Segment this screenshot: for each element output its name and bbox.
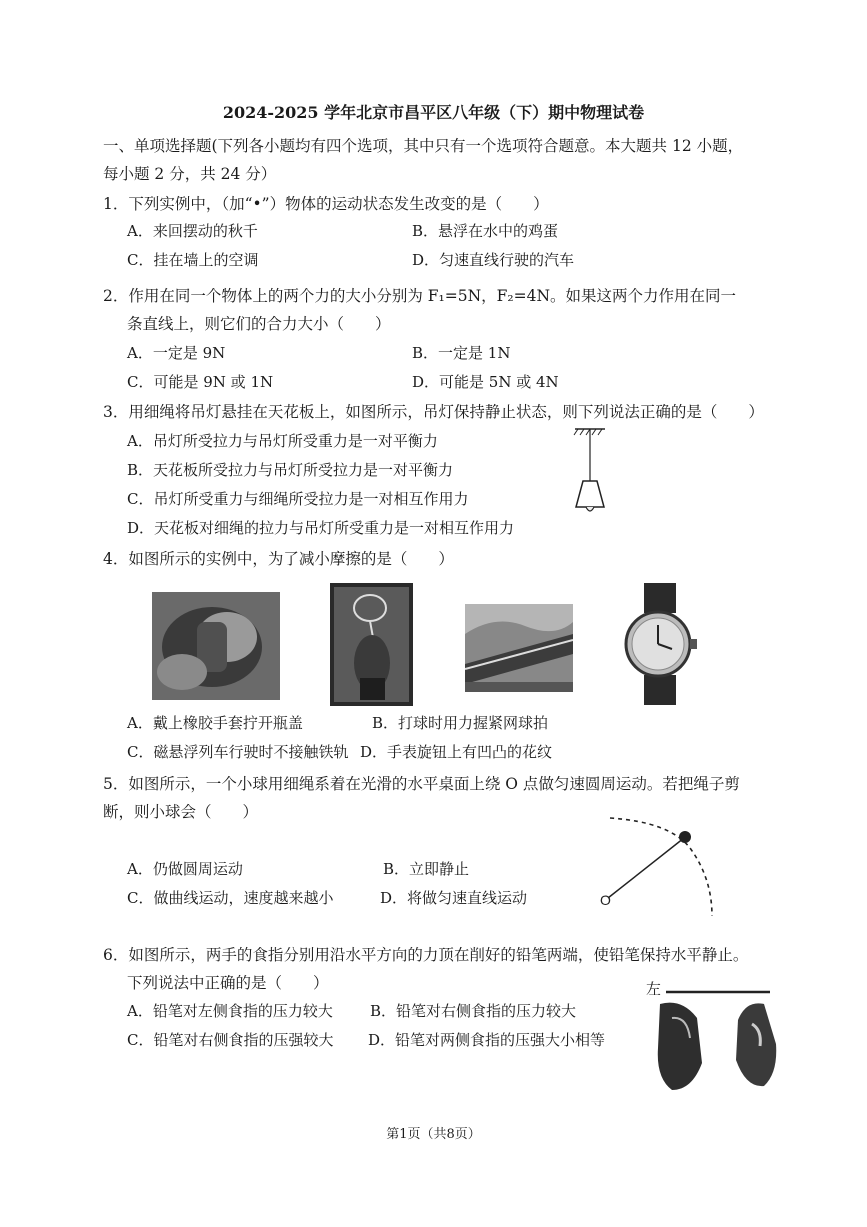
maglev-train-photo <box>465 604 573 692</box>
circular-motion-figure <box>590 808 720 920</box>
q2-option-d: D．可能是 5N 或 4N <box>412 373 559 391</box>
q3-option-d: D．天花板对细绳的拉力与吊灯所受重力是一对相互作用力 <box>127 519 515 537</box>
q2-option-a: A．一定是 9N <box>127 344 226 362</box>
left-side-label: 左 <box>646 980 662 998</box>
q2-stem: 2．作用在同一个物体上的两个力的大小分别为 F₁=5N，F₂=4N。如果这两个力作用在同一 <box>103 287 737 305</box>
q2-option-c: C．可能是 9N 或 1N <box>127 373 274 391</box>
q4-stem: 4．如图所示的实例中，为了减小摩擦的是（ ） <box>103 550 454 568</box>
q6-option-c: C．铅笔对右侧食指的压强较大 <box>127 1031 334 1049</box>
q6-stem-cont: 下列说法中正确的是（ ） <box>127 974 329 992</box>
q1-option-c: C．挂在墙上的空调 <box>127 251 259 269</box>
q1-option-a: A．来回摆动的秋千 <box>127 222 258 240</box>
q2-stem-cont: 条直线上，则它们的合力大小（ ） <box>127 315 391 333</box>
q5-stem-cont: 断，则小球会（ ） <box>103 803 259 821</box>
q4-option-d: D．手表旋钮上有凹凸的花纹 <box>360 743 553 761</box>
q6-option-d: D．铅笔对两侧食指的压强大小相等 <box>368 1031 606 1049</box>
q6-stem: 6．如图所示，两手的食指分别用沿水平方向的力顶在削好的铅笔两端，使铅笔保持水平静止。 <box>103 946 749 964</box>
q3-option-a: A．吊灯所受拉力与吊灯所受重力是一对平衡力 <box>127 432 438 450</box>
q4-option-c: C．磁悬浮列车行驶时不接触铁轨 <box>127 743 349 761</box>
exam-title: 2024-2025 学年北京市昌平区八年级（下）期中物理试卷 <box>222 103 645 122</box>
q5-option-a: A．仍做圆周运动 <box>127 860 243 878</box>
section-heading: 一、单项选择题(下列各小题均有四个选项，其中只有一个选项符合题意。本大题共 12 小题， <box>103 137 744 155</box>
q1-option-b: B．悬浮在水中的鸡蛋 <box>412 222 559 240</box>
wristwatch-photo <box>620 583 700 705</box>
q1-stem: 1．下列实例中，（加“•”）物体的运动状态发生改变的是（ ） <box>103 195 549 213</box>
center-point-label: O <box>600 892 611 908</box>
q3-option-c: C．吊灯所受重力与细绳所受拉力是一对相互作用力 <box>127 490 469 508</box>
q5-stem: 5．如图所示，一个小球用细绳系着在光滑的水平桌面上绕 O 点做匀速圆周运动。若把绳子剪 <box>103 775 740 793</box>
pencil-fingers-figure <box>642 978 782 1093</box>
page-footer: 第1页（共8页） <box>386 1127 481 1142</box>
q5-option-d: D．将做匀速直线运动 <box>380 889 528 907</box>
section-heading-cont: 每小题 2 分，共 24 分） <box>103 165 277 183</box>
q6-option-a: A．铅笔对左侧食指的压力较大 <box>127 1002 333 1020</box>
q5-option-b: B．立即静止 <box>383 860 470 878</box>
q5-option-c: C．做曲线运动，速度越来越小 <box>127 889 334 907</box>
rubber-glove-photo <box>152 592 280 700</box>
tennis-player-photo <box>330 583 413 706</box>
q1-option-d: D．匀速直线行驶的汽车 <box>412 251 575 269</box>
q4-option-b: B．打球时用力握紧网球拍 <box>372 714 549 732</box>
q3-stem: 3．用细绳将吊灯悬挂在天花板上，如图所示，吊灯保持静止状态，则下列说法正确的是（ ） <box>103 403 764 421</box>
q2-option-b: B．一定是 1N <box>412 344 511 362</box>
hanging-lamp-figure <box>565 425 615 525</box>
q6-option-b: B．铅笔对右侧食指的压力较大 <box>370 1002 577 1020</box>
q3-option-b: B．天花板所受拉力与吊灯所受拉力是一对平衡力 <box>127 461 454 479</box>
q4-option-a: A．戴上橡胶手套拧开瓶盖 <box>127 714 303 732</box>
